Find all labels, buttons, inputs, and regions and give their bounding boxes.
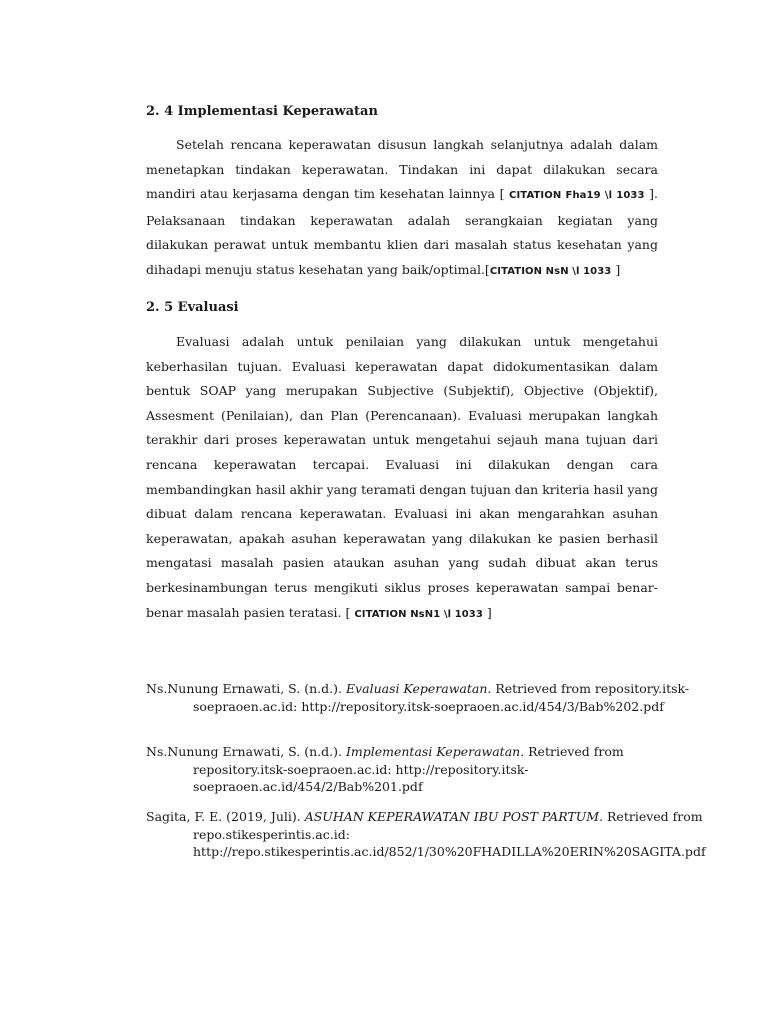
bib-title: Evaluasi Keperawatan <box>345 681 488 696</box>
bib-author: Ns.Nunung Ernawati, S. (n.d.). <box>146 681 346 696</box>
bib-source: . Retrieved from repository.itsk-soepraoen.ac.id: http://repository.itsk-soepraoen.ac.id/454/2/Bab%201.pdf <box>193 744 624 795</box>
bib-title: ASUHAN KEPERAWATAN IBU POST PARTUM <box>304 809 600 824</box>
paragraph-text: Evaluasi adalah untuk penilaian yang dilakukan untuk mengetahui keberhasilan tujuan. Evaluasi keperawatan dapat didokumentasikan dalam bentuk SOAP yang merupakan Subjective (Subjektif), Objective (Objektif), Assesment (Penilaian), dan Plan (Perencanaan). Evaluasi merupakan langkah terakhir dari proses keperawatan untuk mengetahui sejauh mana tujuan dari rencana keperawatan tercapai. Evaluasi ini dilakukan dengan cara membandingkan hasil akhir yang teramati dengan tujuan dan kriteria hasil yang dibuat dalam rencana keperawatan. Evaluasi ini akan mengarahkan asuhan keperawatan, apakah asuhan keperawatan yang dilakukan ke pasien berhasil mengatasi masalah pasien ataukan asuhan yang sudah dibuat akan terus berkesinambungan terus mengikuti siklus proses keperawatan sampai benar-benar masalah pasien teratasi. [ <box>146 334 659 620</box>
bibliography-entry <box>146 680 713 715</box>
citation-field: CITATION NsN \l 1033 <box>489 265 612 277</box>
bib-author: Sagita, F. E. (2019, Juli). <box>146 809 305 824</box>
paragraph-text: ] <box>615 261 621 277</box>
bib-source: . Retrieved from repository.itsk-soepraoen.ac.id: http://repository.itsk-soepraoen.ac.id/454/3/Bab%202.pdf <box>193 681 690 714</box>
bib-source: . Retrieved from repo.stikesperintis.ac.id: http://repo.stikesperintis.ac.id/852/1/30%20FHADILLA%20ERIN%20SAGITA.pdf <box>193 809 706 860</box>
paragraph-text: ]. Pelaksanaan tindakan keperawatan adalah serangkaian kegiatan yang dilakukan perawat untuk membantu klien dari masalah status kesehatan yang dihadapi menuju status kesehatan yang baik/optimal.[ <box>146 186 658 277</box>
paragraph-text: ] <box>486 604 492 620</box>
paragraph-implementasi <box>146 133 658 285</box>
paragraph-text: Setelah rencana keperawatan disusun langkah selanjutnya adalah dalam menetapkan tindakan keperawatan. Tindakan ini dapat dilakukan secara mandiri atau kerjasama dengan tim kesehatan lainnya [ <box>146 137 658 202</box>
bib-title: Implementasi Keperawatan <box>345 744 521 759</box>
paragraph-evaluasi <box>146 330 658 627</box>
citation-field: CITATION Fha19 \l 1033 <box>509 190 645 202</box>
bibliography-entry <box>146 743 713 796</box>
section-heading-implementasi: 2. 4 Implementasi Keperawatan <box>146 104 378 119</box>
bibliography-entry <box>146 808 713 861</box>
section-heading-evaluasi: 2. 5 Evaluasi <box>146 300 239 315</box>
citation-field: CITATION NsN1 \l 1033 <box>354 608 483 620</box>
bib-author: Ns.Nunung Ernawati, S. (n.d.). <box>146 744 346 759</box>
